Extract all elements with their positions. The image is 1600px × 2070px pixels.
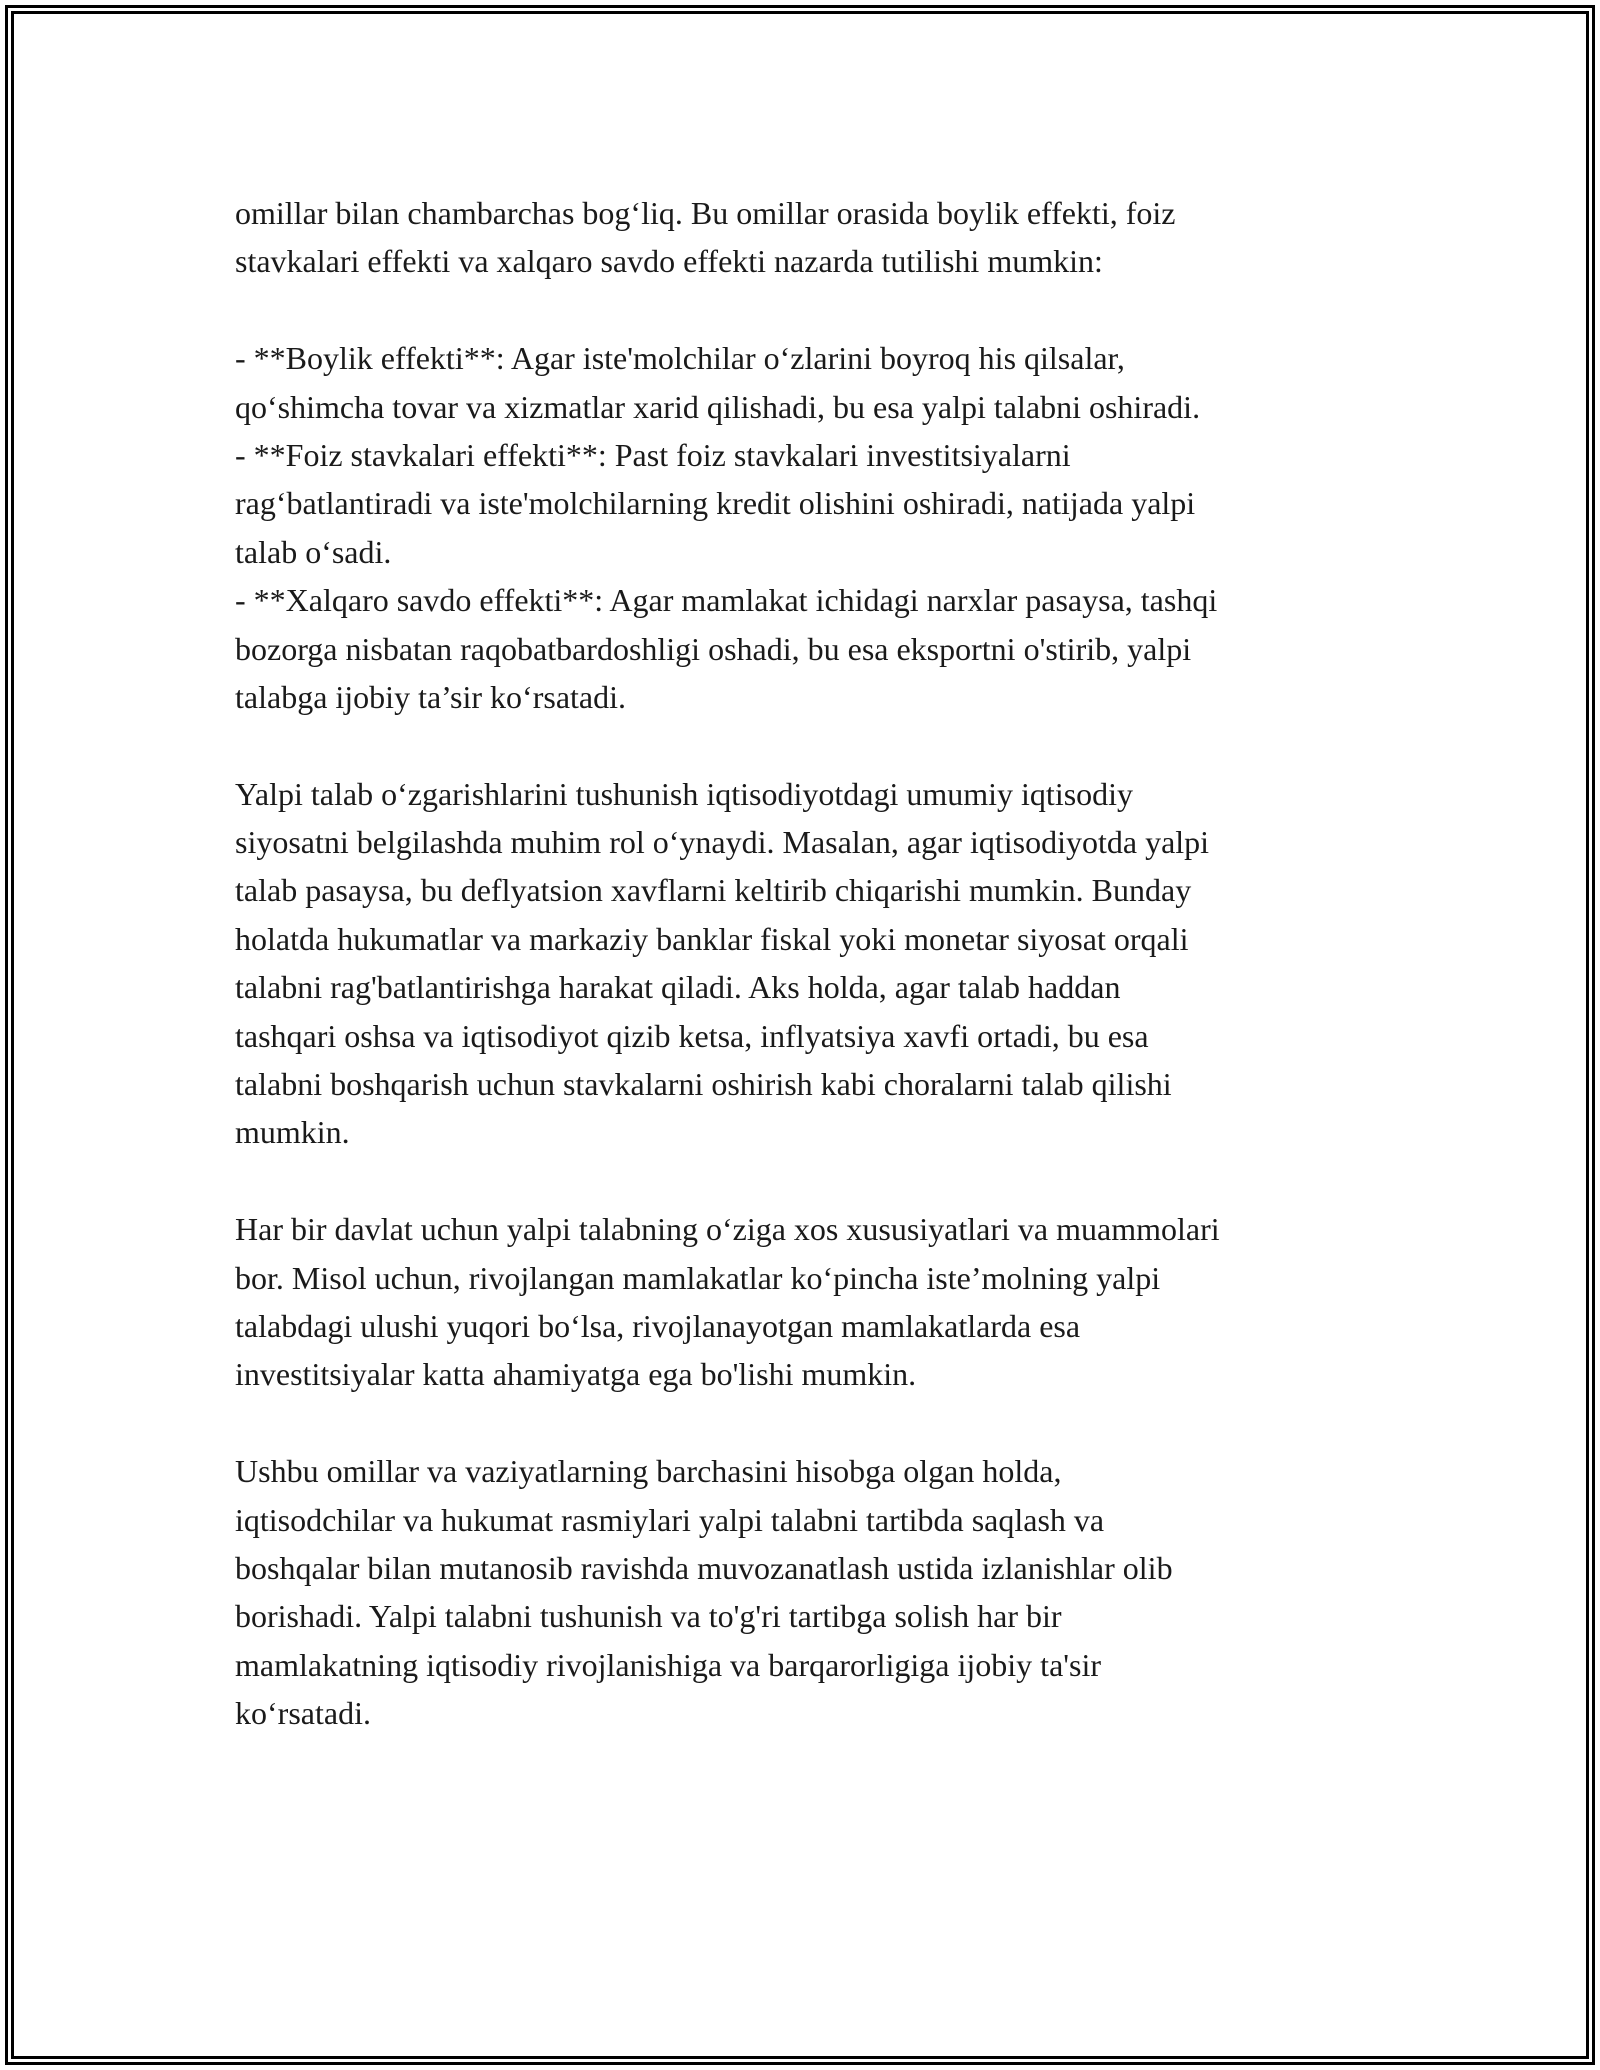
- text-line: borishadi. Yalpi talabni tushunish va to'g'ri tartibga solish har bir: [235, 1598, 1062, 1635]
- paragraph-gap: [235, 1157, 1375, 1205]
- text-line: talabni boshqarish uchun stavkalarni oshirish kabi choralarni talab qilishi: [235, 1066, 1172, 1103]
- paragraph: [235, 189, 1375, 286]
- text-line: talab pasaysa, bu deflyatsion xavflarni keltirib chiqarishi mumkin. Bunday: [235, 872, 1192, 909]
- text-line: tashqari oshsa va iqtisodiyot qizib ketsa, inflyatsiya xavfi ortadi, bu esa: [235, 1017, 1149, 1054]
- text-line: boshqalar bilan mutanosib ravishda muvozanatlash ustida izlanishlar olib: [235, 1549, 1173, 1586]
- paragraph: [235, 1447, 1375, 1737]
- text-line: talab o‘sadi.: [235, 533, 392, 570]
- text-line: iqtisodchilar va hukumat rasmiylari yalpi talabni tartibda saqlash va: [235, 1501, 1105, 1538]
- text-line: Ushbu omillar va vaziyatlarning barchasini hisobga olgan holda,: [235, 1453, 1062, 1490]
- text-line: bor. Misol uchun, rivojlangan mamlakatlar ko‘pincha iste’molning yalpi: [235, 1259, 1161, 1296]
- text-line: Har bir davlat uchun yalpi talabning o‘ziga xos xususiyatlari va muammolari: [235, 1211, 1220, 1248]
- text-line: qo‘shimcha tovar va xizmatlar xarid qilishadi, bu esa yalpi talabni oshiradi.: [235, 388, 1201, 425]
- text-line: stavkalari effekti va xalqaro savdo effekti nazarda tutilishi mumkin:: [235, 243, 1103, 280]
- paragraph: [235, 334, 1375, 721]
- paragraph-gap: [235, 721, 1375, 769]
- text-line: talabni rag'batlantirishga harakat qiladi. Aks holda, agar talab haddan: [235, 969, 1121, 1006]
- text-line: - **Xalqaro savdo effekti**: Agar mamlakat ichidagi narxlar pasaysa, tashqi: [235, 582, 1218, 619]
- paragraph-gap: [235, 1399, 1375, 1447]
- paragraph: [235, 1205, 1375, 1399]
- text-line: ko‘rsatadi.: [235, 1695, 371, 1732]
- text-line: talabga ijobiy ta’sir ko‘rsatadi.: [235, 678, 626, 715]
- text-line: holatda hukumatlar va markaziy banklar fiskal yoki monetar siyosat orqali: [235, 920, 1189, 957]
- text-line: Yalpi talab o‘zgarishlarini tushunish iqtisodiyotdagi umumiy iqtisodiy: [235, 775, 1134, 812]
- text-line: - **Foiz stavkalari effekti**: Past foiz stavkalari investitsiyalarni: [235, 436, 1071, 473]
- text-line: - **Boylik effekti**: Agar iste'molchilar o‘zlarini boyroq his qilsalar,: [235, 340, 1125, 377]
- text-line: siyosatni belgilashda muhim rol o‘ynaydi. Masalan, agar iqtisodiyotda yalpi: [235, 824, 1210, 861]
- text-line: investitsiyalar katta ahamiyatga ega bo'lishi mumkin.: [235, 1356, 917, 1393]
- paragraph: [235, 770, 1375, 1157]
- paragraph-gap: [235, 286, 1375, 334]
- text-line: mumkin.: [235, 1114, 350, 1151]
- text-line: talabdagi ulushi yuqori bo‘lsa, rivojlanayotgan mamlakatlarda esa: [235, 1307, 1081, 1344]
- text-line: omillar bilan chambarchas bog‘liq. Bu omillar orasida boylik effekti, foiz: [235, 195, 1176, 231]
- text-line: rag‘batlantiradi va iste'molchilarning kredit olishini oshiradi, natijada yalpi: [235, 485, 1196, 522]
- document-body: [235, 189, 1375, 1738]
- text-line: mamlakatning iqtisodiy rivojlanishiga va barqarorligiga ijobiy ta'sir: [235, 1646, 1102, 1683]
- text-line: bozorga nisbatan raqobatbardoshligi oshadi, bu esa eksportni o'stirib, yalpi: [235, 630, 1192, 667]
